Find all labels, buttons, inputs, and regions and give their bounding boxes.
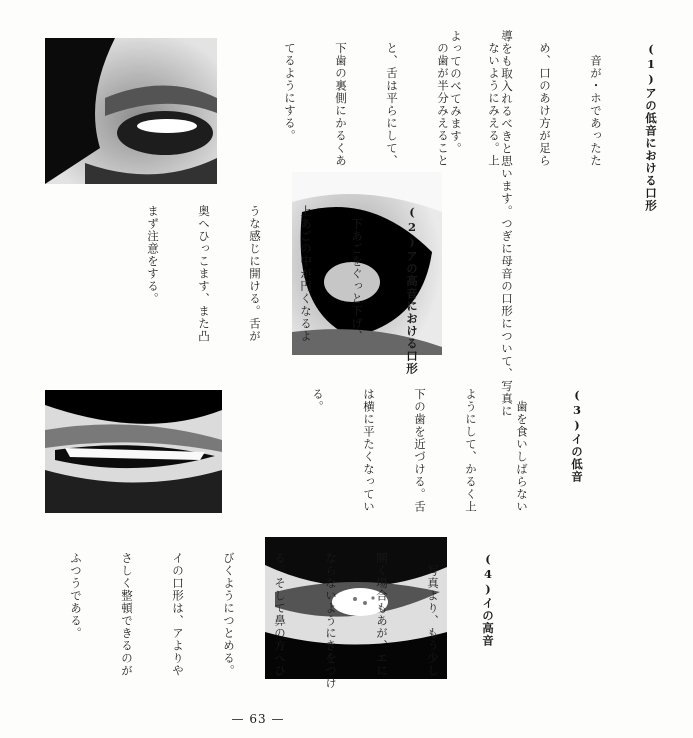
section-2-line: うな感じに開ける。舌が — [248, 205, 262, 343]
section-4-line: る。そして鼻の方へひ — [273, 552, 287, 677]
mouth-photo-i-low — [45, 390, 222, 513]
section-1-line: 下歯の裏側にかるくあ — [334, 42, 348, 167]
section-1-heading: (1)アの低音における口形 — [644, 42, 658, 212]
section-2-line: 上あごの中が円くなるよ — [299, 205, 313, 343]
section-1-line: め、口のあけ方が足ら — [538, 42, 552, 167]
section-1-line: と、舌は平らにして、 — [385, 42, 399, 167]
section-4-line: イの口形は、アよりや — [171, 552, 185, 677]
intro-line-2: よってのべてみます。 — [449, 30, 463, 155]
section-4-line: さしく整頓できるのが — [120, 552, 134, 677]
section-2-line: 下あごをぐっと下げ、 — [350, 205, 364, 343]
section-2-line: まず注意をする。 — [146, 205, 160, 305]
section-1-line: てるようにする。 — [283, 42, 297, 142]
section-4-heading: (4)イの高音 — [481, 552, 495, 647]
page-number: — 63 — — [231, 712, 285, 726]
section-3-text — [292, 388, 619, 538]
section-3-line: 歯を食いしばらない — [515, 388, 529, 513]
mouth-photo-a-low — [45, 38, 217, 184]
section-1-line: の歯が半分みえること — [436, 42, 450, 167]
section-3-heading: (3)イの低音 — [570, 388, 584, 483]
section-4-line: 開く場合もあが、エに — [375, 552, 389, 677]
section-3-line: ようにして、かるく上 — [464, 388, 478, 513]
section-3-line: 下の歯を近づける。舌 — [413, 388, 427, 513]
section-2-text — [127, 205, 454, 375]
section-4-line: びくようにつとめる。 — [222, 552, 236, 677]
section-4-line: 写真より、もう少し — [426, 552, 440, 677]
section-3-line: は横に平たくなってい — [362, 388, 376, 513]
section-2-heading: (2)アの高音における口形 — [405, 205, 419, 375]
section-2-line: 奥へひっこます、また凸 — [197, 205, 211, 343]
section-3-line: る。 — [311, 388, 325, 413]
section-1-line: ないようにみえる。上 — [487, 42, 501, 167]
section-4-line: ならないようにきをつけ — [324, 552, 338, 690]
intro-line-1: 導をも取入れるべきと思います。つぎに母音の口形について、写真に — [500, 30, 514, 418]
section-4-line: ふつうである。 — [69, 552, 83, 640]
section-1-line: 音が・ホであったた — [589, 42, 603, 167]
section-4-text — [50, 552, 530, 702]
